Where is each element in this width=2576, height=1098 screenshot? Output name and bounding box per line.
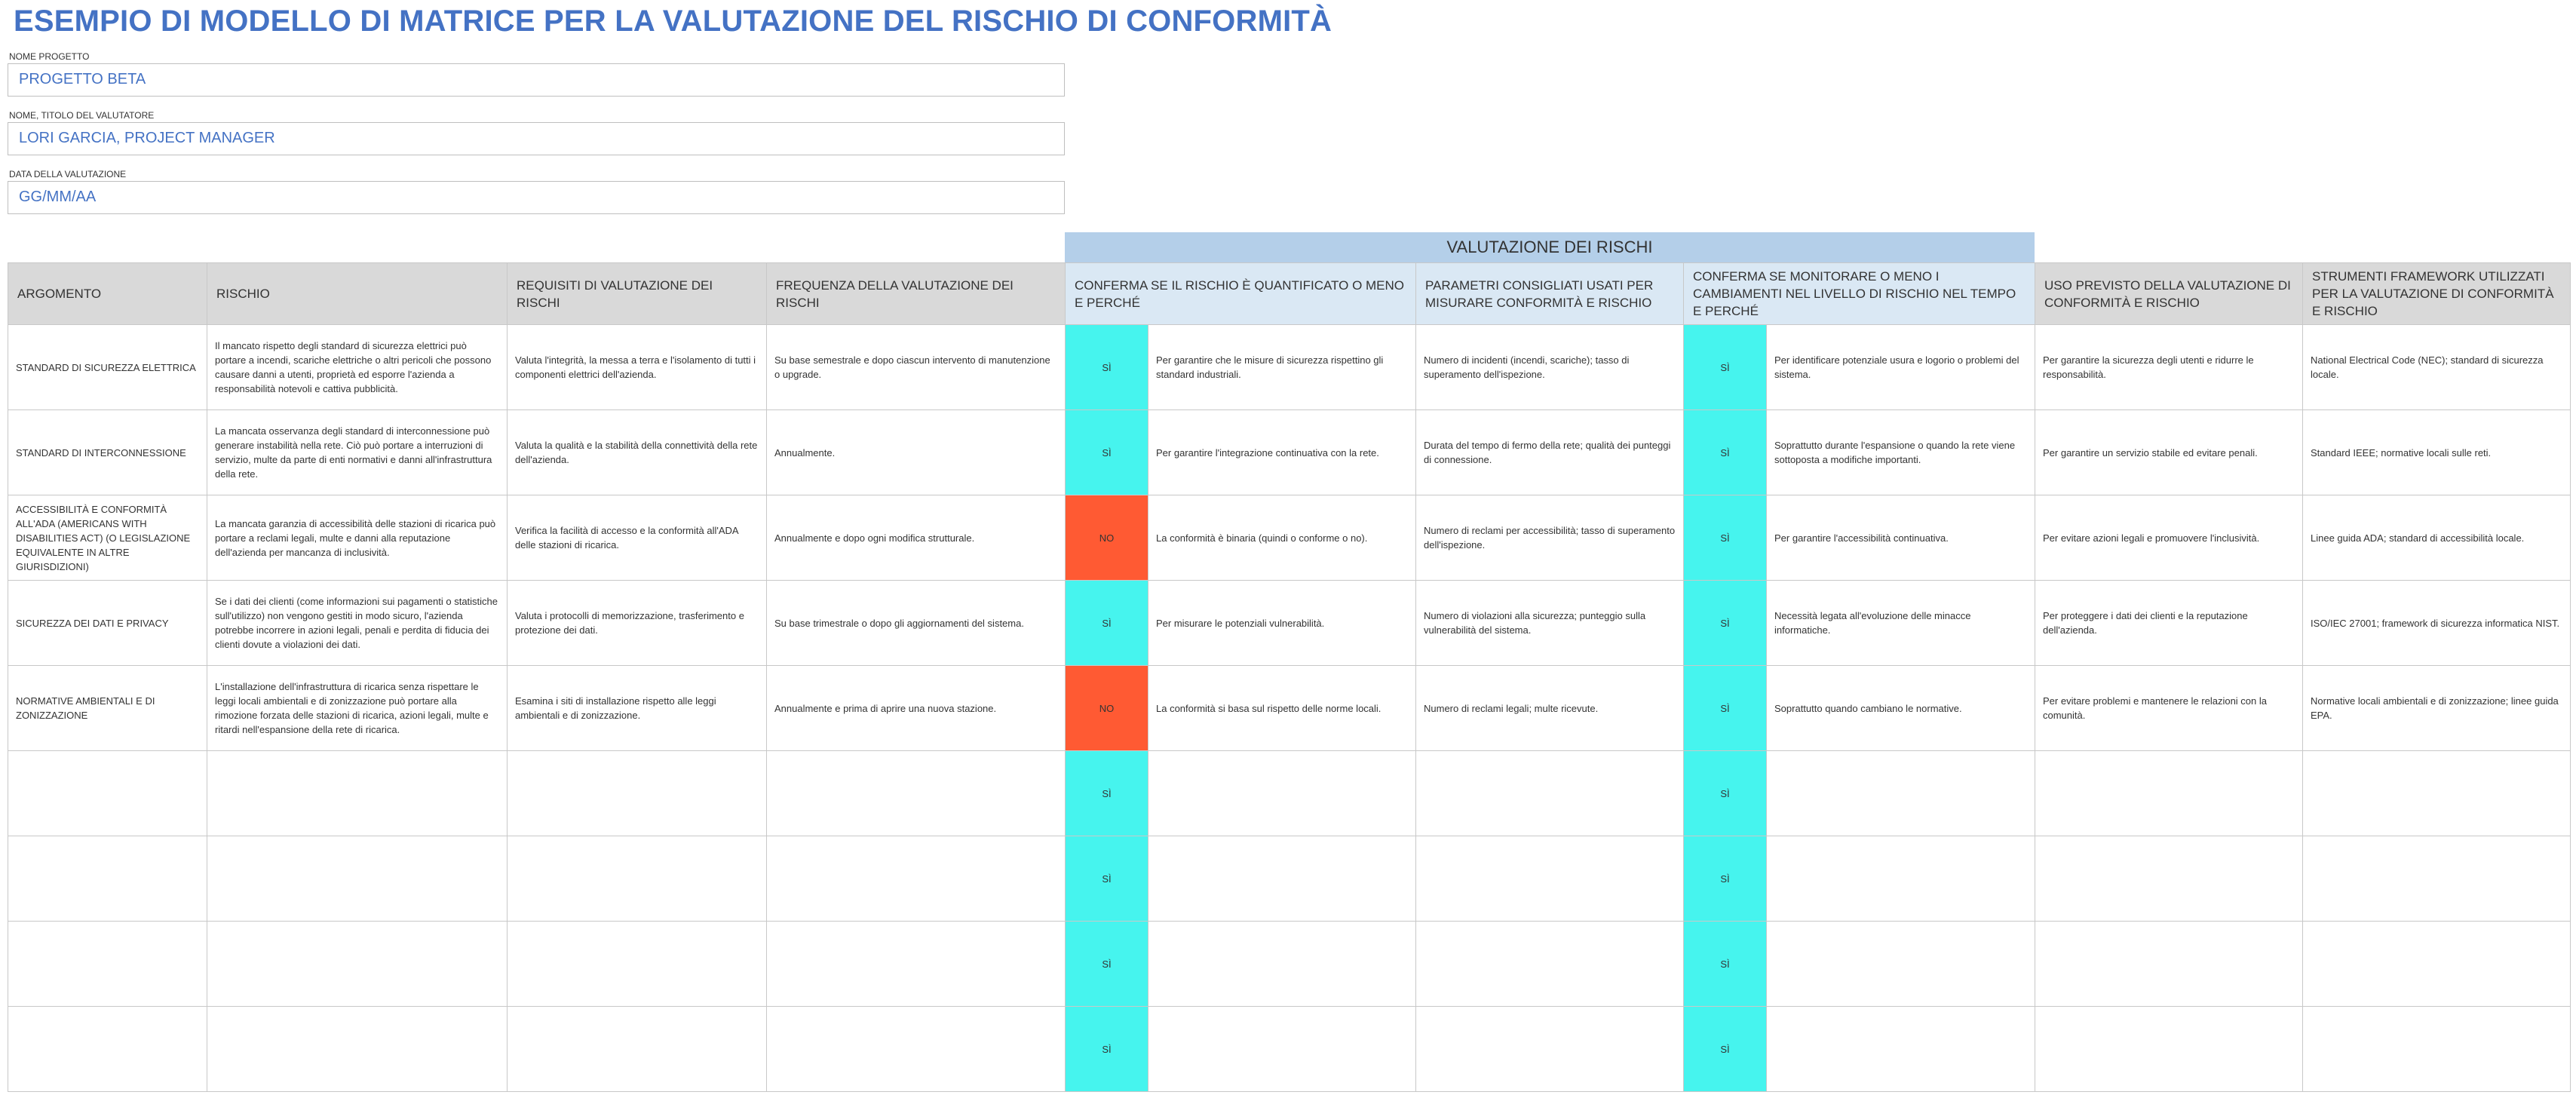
cell-monitor-reason[interactable] [1767,836,2035,922]
table-row [8,836,2571,922]
cell-monitor-flag[interactable]: SÌ [1684,581,1767,666]
cell-argomento[interactable]: STANDARD DI SICUREZZA ELETTRICA [8,325,207,410]
cell-rischio[interactable] [207,836,508,922]
cell-strumenti[interactable]: National Electrical Code (NEC); standard di sicurezza locale. [2303,325,2571,410]
cell-frequenza[interactable] [767,751,1066,836]
cell-argomento[interactable] [8,836,207,922]
cell-argomento[interactable] [8,751,207,836]
cell-frequenza[interactable]: Annualmente e prima di aprire una nuova stazione. [767,666,1066,751]
header-row [8,263,2571,325]
table-row [8,1007,2571,1092]
cell-uso-previsto[interactable]: Per proteggere i dati dei clienti e la reputazione dell'azienda. [2035,581,2303,666]
cell-parametri[interactable]: Numero di incidenti (incendi, scariche); tasso di superamento dell'ispezione. [1416,325,1684,410]
cell-requisiti[interactable]: Valuta la qualità e la stabilità della connettività della rete dell'azienda. [508,410,767,495]
cell-monitor-reason[interactable]: Per identificare potenziale usura e logorio o problemi del sistema. [1767,325,2035,410]
cell-monitor-reason[interactable]: Necessità legata all'evoluzione delle minacce informatiche. [1767,581,2035,666]
assessor-label: NOME, TITOLO DEL VALUTATORE [9,110,155,121]
header-rischio: RISCHIO [207,263,508,325]
cell-rischio[interactable]: La mancata garanzia di accessibilità delle stazioni di ricarica può portare a reclami legali, multe e danni alla reputazione dell'azienda per mancanza di inclusività. [207,495,508,581]
table-row [8,410,2571,495]
cell-rischio[interactable]: La mancata osservanza degli standard di interconnessione può generare instabilità nella rete. Ciò può portare a interruzioni di servizio, multe da parte di enti normativi e danni all'infrastruttura della rete. [207,410,508,495]
assessor-field[interactable]: LORI GARCIA, PROJECT MANAGER [8,122,1065,155]
cell-requisiti[interactable] [508,1007,767,1092]
cell-quantified-reason[interactable]: Per garantire che le misure di sicurezza rispettino gli standard industriali. [1148,325,1416,410]
cell-parametri[interactable] [1416,751,1684,836]
cell-strumenti[interactable]: ISO/IEC 27001; framework di sicurezza informatica NIST. [2303,581,2571,666]
cell-quantified-flag[interactable]: NO [1066,666,1148,751]
header-strumenti: STRUMENTI FRAMEWORK UTILIZZATI PER LA VALUTAZIONE DI CONFORMITÀ E RISCHIO [2303,263,2571,325]
cell-strumenti[interactable] [2303,1007,2571,1092]
cell-quantified-reason[interactable]: Per garantire l'integrazione continuativa con la rete. [1148,410,1416,495]
cell-rischio[interactable] [207,922,508,1007]
cell-monitor-flag[interactable]: SÌ [1684,666,1767,751]
cell-frequenza[interactable]: Su base semestrale e dopo ciascun intervento di manutenzione o upgrade. [767,325,1066,410]
cell-quantified-reason[interactable] [1148,836,1416,922]
table-row [8,666,2571,751]
cell-rischio[interactable]: Se i dati dei clienti (come informazioni sui pagamenti o statistiche sull'utilizzo) non vengono gestiti in modo sicuro, l'azienda potrebbe incorrere in azioni legali, penali e perdita di fiducia dei clienti dovute a violazioni dei dati. [207,581,508,666]
cell-argomento[interactable]: STANDARD DI INTERCONNESSIONE [8,410,207,495]
cell-requisiti[interactable] [508,922,767,1007]
cell-quantified-reason[interactable]: La conformità si basa sul rispetto delle norme locali. [1148,666,1416,751]
cell-quantified-reason[interactable]: La conformità è binaria (quindi o conforme o no). [1148,495,1416,581]
cell-monitor-reason[interactable] [1767,751,2035,836]
cell-argomento[interactable]: NORMATIVE AMBIENTALI E DI ZONIZZAZIONE [8,666,207,751]
cell-parametri[interactable]: Durata del tempo di fermo della rete; qualità dei punteggi di connessione. [1416,410,1684,495]
cell-quantified-reason[interactable] [1148,922,1416,1007]
cell-uso-previsto[interactable]: Per garantire la sicurezza degli utenti e ridurre le responsabilità. [2035,325,2303,410]
header-monitorare: CONFERMA SE MONITORARE O MENO I CAMBIAMENTI NEL LIVELLO DI RISCHIO NEL TEMPO E PERCHÉ [1684,263,2035,325]
cell-monitor-flag[interactable]: SÌ [1684,325,1767,410]
header-argomento: ARGOMENTO [8,263,207,325]
cell-uso-previsto[interactable]: Per garantire un servizio stabile ed evitare penali. [2035,410,2303,495]
cell-monitor-reason[interactable] [1767,922,2035,1007]
table-row [8,495,2571,581]
header-uso-previsto: USO PREVISTO DELLA VALUTAZIONE DI CONFORMITÀ E RISCHIO [2035,263,2303,325]
cell-argomento[interactable] [8,922,207,1007]
cell-uso-previsto[interactable] [2035,751,2303,836]
cell-rischio[interactable] [207,751,508,836]
cell-rischio[interactable]: Il mancato rispetto degli standard di sicurezza elettrici può portare a incendi, scariche elettriche o altri pericoli che possono causare danni a utenti, proprietà ed esporre l'azienda a responsabilità notevoli e cattiva pubblicità. [207,325,508,410]
cell-quantified-flag[interactable]: SÌ [1066,581,1148,666]
cell-frequenza[interactable]: Annualmente. [767,410,1066,495]
cell-requisiti[interactable] [508,836,767,922]
cell-strumenti[interactable]: Standard IEEE; normative locali sulle reti. [2303,410,2571,495]
cell-monitor-reason[interactable] [1767,1007,2035,1092]
risk-assessment-band: VALUTAZIONE DEI RISCHI [1065,232,2035,262]
cell-parametri[interactable] [1416,1007,1684,1092]
table-row [8,751,2571,836]
cell-requisiti[interactable] [508,751,767,836]
cell-uso-previsto[interactable] [2035,1007,2303,1092]
cell-argomento[interactable]: SICUREZZA DEI DATI E PRIVACY [8,581,207,666]
cell-quantified-flag[interactable]: SÌ [1066,922,1148,1007]
cell-strumenti[interactable] [2303,922,2571,1007]
header-quantificato: CONFERMA SE IL RISCHIO È QUANTIFICATO O MENO E PERCHÉ [1066,263,1416,325]
table-row [8,922,2571,1007]
project-name-label: NOME PROGETTO [9,51,90,62]
cell-strumenti[interactable]: Linee guida ADA; standard di accessibilità locale. [2303,495,2571,581]
assessment-date-label: DATA DELLA VALUTAZIONE [9,169,127,179]
cell-parametri[interactable]: Numero di violazioni alla sicurezza; punteggio sulla vulnerabilità del sistema. [1416,581,1684,666]
cell-monitor-flag[interactable]: SÌ [1684,410,1767,495]
cell-frequenza[interactable]: Su base trimestrale o dopo gli aggiornamenti del sistema. [767,581,1066,666]
cell-argomento[interactable] [8,1007,207,1092]
cell-quantified-flag[interactable]: NO [1066,495,1148,581]
cell-monitor-flag[interactable]: SÌ [1684,922,1767,1007]
cell-uso-previsto[interactable] [2035,836,2303,922]
table-row [8,581,2571,666]
cell-rischio[interactable] [207,1007,508,1092]
cell-requisiti[interactable]: Verifica la facilità di accesso e la conformità all'ADA delle stazioni di ricarica. [508,495,767,581]
cell-monitor-flag[interactable]: SÌ [1684,751,1767,836]
cell-uso-previsto[interactable]: Per evitare azioni legali e promuovere l'inclusività. [2035,495,2303,581]
cell-strumenti[interactable] [2303,751,2571,836]
cell-frequenza[interactable] [767,922,1066,1007]
cell-strumenti[interactable] [2303,836,2571,922]
cell-quantified-reason[interactable] [1148,751,1416,836]
cell-frequenza[interactable] [767,836,1066,922]
cell-monitor-flag[interactable]: SÌ [1684,1007,1767,1092]
cell-requisiti[interactable]: Esamina i siti di installazione rispetto alle leggi ambientali e di zonizzazione. [508,666,767,751]
header-requisiti: REQUISITI DI VALUTAZIONE DEI RISCHI [508,263,767,325]
cell-uso-previsto[interactable] [2035,922,2303,1007]
header-frequenza: FREQUENZA DELLA VALUTAZIONE DEI RISCHI [767,263,1066,325]
cell-monitor-reason[interactable]: Soprattutto durante l'espansione o quando la rete viene sottoposta a modifiche importanti. [1767,410,2035,495]
table-row [8,325,2571,410]
cell-monitor-flag[interactable]: SÌ [1684,495,1767,581]
cell-frequenza[interactable]: Annualmente e dopo ogni modifica strutturale. [767,495,1066,581]
cell-parametri[interactable] [1416,836,1684,922]
cell-parametri[interactable]: Numero di reclami per accessibilità; tasso di superamento dell'ispezione. [1416,495,1684,581]
cell-parametri[interactable] [1416,922,1684,1007]
cell-quantified-flag[interactable]: SÌ [1066,751,1148,836]
risk-matrix-table [8,262,2571,1092]
cell-quantified-reason[interactable]: Per misurare le potenziali vulnerabilità. [1148,581,1416,666]
assessment-date-field[interactable]: GG/MM/AA [8,181,1065,214]
cell-strumenti[interactable]: Normative locali ambientali e di zonizzazione; linee guida EPA. [2303,666,2571,751]
cell-quantified-flag[interactable]: SÌ [1066,1007,1148,1092]
page-title: ESEMPIO DI MODELLO DI MATRICE PER LA VALUTAZIONE DEL RISCHIO DI CONFORMITÀ [14,5,1332,38]
cell-monitor-reason[interactable]: Per garantire l'accessibilità continuativa. [1767,495,2035,581]
cell-rischio[interactable]: L'installazione dell'infrastruttura di ricarica senza rispettare le leggi locali ambientali e di zonizzazione può portare alla rimozione forzata delle stazioni di ricarica, azioni legali, multe e ritardi nell'espansione della rete di ricarica. [207,666,508,751]
cell-quantified-flag[interactable]: SÌ [1066,325,1148,410]
cell-quantified-reason[interactable] [1148,1007,1416,1092]
cell-requisiti[interactable]: Valuta i protocolli di memorizzazione, trasferimento e protezione dei dati. [508,581,767,666]
cell-uso-previsto[interactable]: Per evitare problemi e mantenere le relazioni con la comunità. [2035,666,2303,751]
cell-parametri[interactable]: Numero di reclami legali; multe ricevute. [1416,666,1684,751]
header-parametri: PARAMETRI CONSIGLIATI USATI PER MISURARE CONFORMITÀ E RISCHIO [1416,263,1684,325]
cell-frequenza[interactable] [767,1007,1066,1092]
project-name-field[interactable]: PROGETTO BETA [8,63,1065,97]
cell-requisiti[interactable]: Valuta l'integrità, la messa a terra e l'isolamento di tutti i componenti elettrici dell'azienda. [508,325,767,410]
cell-quantified-flag[interactable]: SÌ [1066,836,1148,922]
cell-quantified-flag[interactable]: SÌ [1066,410,1148,495]
cell-argomento[interactable]: ACCESSIBILITÀ E CONFORMITÀ ALL'ADA (AMERICANS WITH DISABILITIES ACT) (O LEGISLAZIONE EQUIVALENTE IN ALTRE GIURISDIZIONI) [8,495,207,581]
cell-monitor-reason[interactable]: Soprattutto quando cambiano le normative. [1767,666,2035,751]
cell-monitor-flag[interactable]: SÌ [1684,836,1767,922]
